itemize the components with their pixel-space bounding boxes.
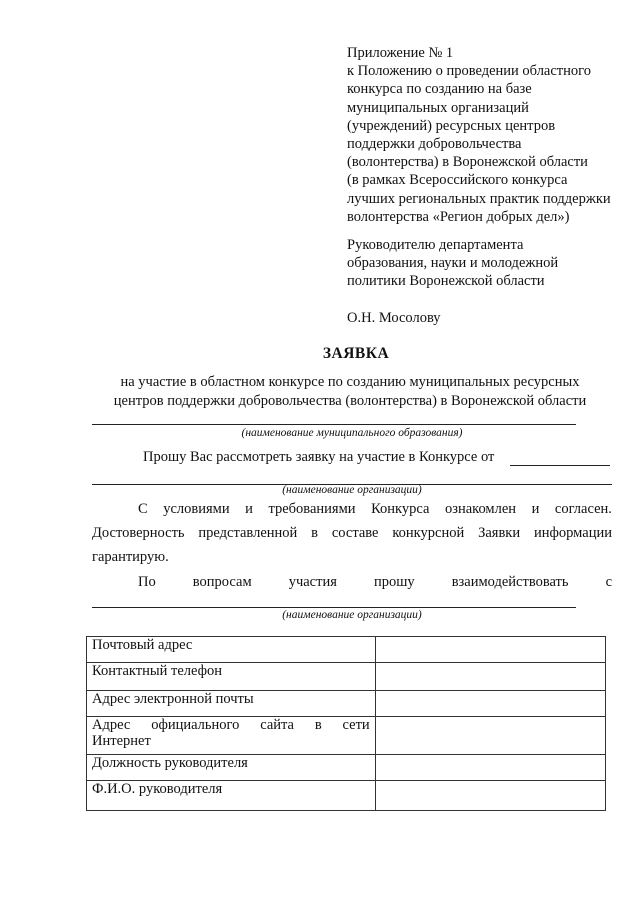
head-name-label: Ф.И.О. руководителя bbox=[87, 781, 376, 811]
table-row bbox=[87, 691, 606, 717]
word: представленной bbox=[198, 525, 298, 541]
table-row bbox=[87, 717, 606, 755]
word: и bbox=[531, 501, 540, 517]
appendix-line: поддержки добровольчества bbox=[347, 136, 522, 153]
word: Достоверность bbox=[92, 525, 185, 541]
table-row bbox=[87, 663, 606, 691]
addressee-line: политики Воронежской области bbox=[347, 273, 545, 290]
word: участия bbox=[288, 574, 337, 590]
word: Адрес bbox=[92, 717, 131, 733]
addressee-name: О.Н. Мосолову bbox=[347, 309, 441, 326]
website-label-line-2: Интернет bbox=[92, 733, 151, 749]
addressee-line: Руководителю департамента bbox=[347, 237, 524, 253]
word: в bbox=[311, 525, 318, 541]
website-label bbox=[87, 717, 376, 755]
word: прошу bbox=[373, 574, 415, 590]
appendix-line: конкурса по созданию на базе bbox=[347, 81, 532, 98]
appendix-line: муниципальных организаций bbox=[347, 99, 529, 116]
word: сети bbox=[342, 717, 370, 733]
agreement-line-3: гарантирую. bbox=[92, 549, 169, 565]
agreement-line-2 bbox=[92, 520, 612, 546]
word: с bbox=[605, 574, 612, 590]
word: Конкурса bbox=[371, 501, 430, 517]
request-text: Прошу Вас рассмотреть заявку на участие в Конкурсе от bbox=[143, 449, 495, 465]
word: ознакомлен bbox=[444, 501, 517, 517]
word: условиями bbox=[163, 501, 230, 517]
contacts-table bbox=[86, 636, 606, 811]
table-row bbox=[87, 755, 606, 781]
email-value[interactable] bbox=[375, 691, 605, 717]
contact-organization-caption: (наименование организации) bbox=[282, 609, 422, 621]
word: По bbox=[138, 574, 156, 590]
contact-request-line bbox=[138, 569, 612, 595]
email-label: Адрес электронной почты bbox=[87, 691, 376, 717]
postal-address-label: Почтовый адрес bbox=[87, 637, 376, 663]
website-label-line-1 bbox=[92, 717, 370, 733]
subtitle-line: центров поддержки добровольчества (волонтерства) в Воронежской области bbox=[113, 393, 587, 409]
word: взаимодействовать bbox=[451, 574, 569, 590]
document-subtitle bbox=[92, 373, 608, 411]
word: С bbox=[138, 501, 148, 517]
word: информации bbox=[533, 525, 612, 541]
word: в bbox=[314, 717, 322, 733]
word: составе bbox=[331, 525, 379, 541]
word: конкурсной bbox=[392, 525, 465, 541]
word: официального bbox=[151, 717, 240, 733]
contact-organization-blank-line[interactable] bbox=[92, 607, 576, 608]
appendix-line: к Положению о проведении областного bbox=[347, 63, 591, 80]
word: Заявки bbox=[478, 525, 521, 541]
phone-value[interactable] bbox=[375, 663, 605, 691]
word: требованиями bbox=[268, 501, 356, 517]
postal-address-value[interactable] bbox=[375, 637, 605, 663]
organization-date-blank-line[interactable] bbox=[510, 465, 610, 466]
appendix-line: лучших региональных практик поддержки bbox=[347, 190, 611, 207]
head-position-label: Должность руководителя bbox=[87, 755, 376, 781]
website-value[interactable] bbox=[375, 717, 605, 755]
subtitle-line: на участие в областном конкурсе по созданию муниципальных ресурсных bbox=[120, 374, 580, 390]
head-name-value[interactable] bbox=[375, 781, 605, 811]
municipality-caption: (наименование муниципального образования) bbox=[241, 427, 463, 439]
appendix-line: Приложение № 1 bbox=[347, 45, 454, 61]
word: сайта bbox=[260, 717, 294, 733]
document-title: ЗАЯВКА bbox=[322, 345, 390, 362]
word: согласен. bbox=[554, 501, 612, 517]
table-row bbox=[87, 637, 606, 663]
appendix-line: волонтерства «Регион добрых дел») bbox=[347, 208, 570, 225]
appendix-line: (в рамках Всероссийского конкурса bbox=[347, 172, 568, 189]
appendix-line: (волонтерства) в Воронежской области bbox=[347, 154, 588, 171]
head-position-value[interactable] bbox=[375, 755, 605, 781]
addressee-block bbox=[347, 236, 637, 327]
word: и bbox=[245, 501, 253, 517]
municipality-blank-line[interactable] bbox=[92, 424, 576, 425]
table-row bbox=[87, 781, 606, 811]
word: вопросам bbox=[192, 574, 252, 590]
agreement-line-1 bbox=[138, 496, 612, 522]
appendix-line: (учреждений) ресурсных центров bbox=[347, 117, 556, 134]
phone-label: Контактный телефон bbox=[87, 663, 376, 691]
appendix-header bbox=[347, 44, 637, 226]
organization-caption: (наименование организации) bbox=[282, 484, 422, 496]
addressee-line: образования, науки и молодежной bbox=[347, 255, 559, 272]
